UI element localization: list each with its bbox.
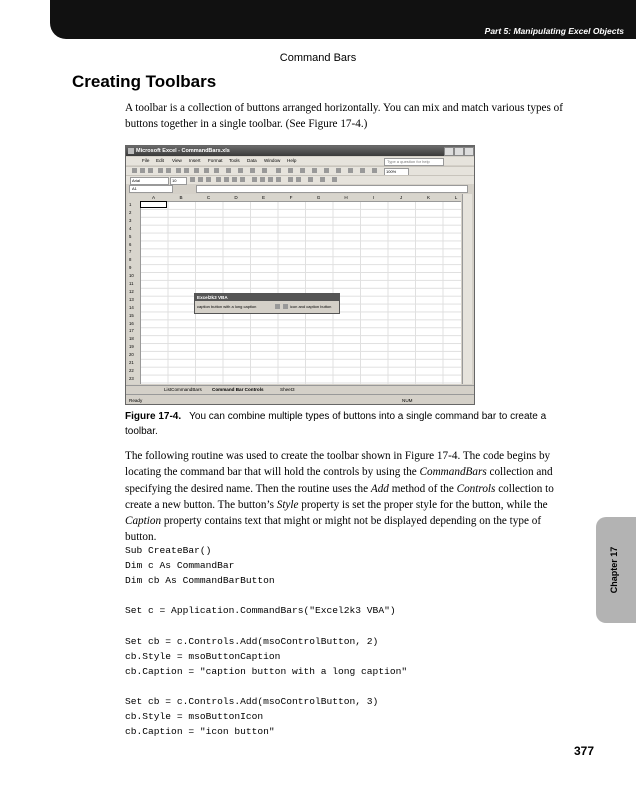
menu-window: Window (264, 158, 281, 163)
help-search-box: Type a question for help (384, 158, 444, 166)
figure-caption (125, 410, 565, 439)
font-name-box: Arial (130, 177, 169, 185)
section-title: Creating Toolbars (72, 72, 217, 91)
menu-help: Help (287, 158, 297, 163)
status-right: NUM (402, 398, 413, 403)
icon-caption-button: icon and caption button (290, 304, 332, 309)
minimize-icon (444, 147, 454, 156)
sheet-tab-3: Sheet3 (280, 387, 295, 392)
row-headers: 1 2 3 4 5 6 7 8 9 10 11 12 13 14 15 16 17 18 19 20 21 22 23 (128, 201, 141, 384)
figure-label: Figure 17-4. (125, 411, 182, 422)
floating-toolbar (194, 293, 340, 314)
excel-icon (128, 148, 134, 154)
icon-button (283, 304, 288, 309)
running-head: Command Bars (279, 52, 357, 64)
vertical-scrollbar (462, 194, 472, 384)
menu-format: Format (208, 158, 223, 163)
name-box: A1 (129, 185, 173, 193)
figure-caption-text: You can combine multiple types of buttons into a single command bar to create a toolbar. (125, 411, 547, 437)
menu-edit: Edit (156, 158, 164, 163)
intro-paragraph: A toolbar is a collection of buttons arranged horizontally. You can mix and match various types of buttons together in a single toolbar. (See Figure 17-4.) (125, 102, 563, 130)
menu-tools: Tools (229, 158, 240, 163)
menu-view: View (172, 158, 182, 163)
formula-bar (196, 185, 468, 193)
sheet-tab-2: Command Bar Controls (212, 387, 264, 392)
standard-toolbar (126, 166, 474, 175)
zoom-box: 100% (384, 168, 409, 176)
chapter-tab-label: Chapter 17 (609, 546, 619, 594)
selected-cell (140, 201, 167, 208)
menu-insert: Insert (189, 158, 201, 163)
save-icon (275, 304, 280, 309)
excel-screenshot (125, 145, 475, 405)
status-bar (126, 394, 474, 405)
part-label: Part 5: Manipulating Excel Objects (484, 26, 624, 36)
window-title: Microsoft Excel - CommandBars.xls (136, 148, 230, 154)
floating-toolbar-title: Excel2k3 VBA (197, 295, 228, 300)
worksheet-grid (128, 194, 461, 384)
menu-data: Data (247, 158, 257, 163)
caption-button: caption button with a long caption (197, 304, 257, 309)
status-left: Ready (129, 398, 143, 403)
code-listing: Sub CreateBar() Dim c As CommandBar Dim cb As CommandBarButton Set c = Application.CommandBars("Excel2k3 VBA") Set cb = c.Controls.Add(msoControlButton, 2) cb.Style = msoButtonCaption cb.Caption = "caption button with a long caption" Set cb = c.Controls.Add(msoControlButton, 3) cb.Style = msoButtonIcon cb.Caption = "icon button" (125, 545, 408, 738)
sheet-tab-1: ListCommandBars (164, 387, 202, 392)
chapter-tab (596, 517, 636, 623)
page-number: 377 (573, 744, 594, 758)
header-bar (50, 0, 636, 39)
sheet-tabs (126, 385, 474, 394)
formatting-toolbar (126, 175, 474, 184)
close-icon (464, 147, 474, 156)
window-titlebar (126, 146, 474, 156)
font-size-box: 10 (170, 177, 187, 185)
column-headers: A B C D E F G H I J K L (128, 194, 461, 202)
menu-file: File (142, 158, 150, 163)
body-paragraph: The following routine was used to create the toolbar shown in Figure 17-4. The code begins by locating the command bar that will hold the controls by using the CommandBars collection and specifying the desired name. Then the routine uses the Add method of the Controls collection to create a new button. The button’s Style property is set the proper style for the button, while the Caption property contains text that might or might not be displayed depending on the type of button. (125, 450, 554, 544)
maximize-icon (454, 147, 464, 156)
